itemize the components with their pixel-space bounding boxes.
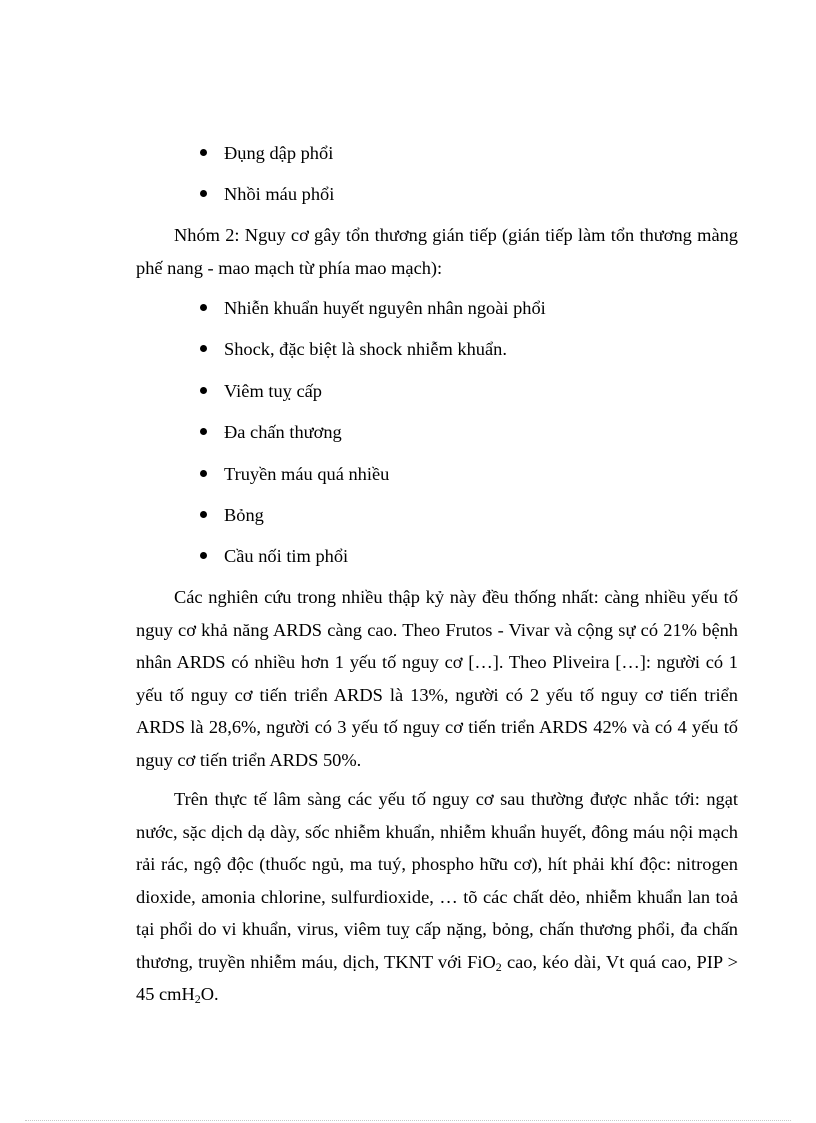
list-item-text: Bỏng [224,504,264,525]
bullet-icon [200,470,207,477]
clinical-risk-paragraph [136,783,738,1011]
h2o-subscript: 2 [194,992,201,1006]
list-item [200,143,334,184]
list-item-text: Viêm tuỵ cấp [224,380,322,401]
direct-injury-list [200,143,334,226]
list-item-text: Truyền máu quá nhiều [224,463,390,484]
list-item [200,464,546,505]
clinical-text-c: O. [200,984,219,1004]
bullet-icon [200,387,207,394]
bullet-icon [200,345,207,352]
list-item [200,381,546,422]
clinical-text-a: Trên thực tế lâm sàng các yếu tố nguy cơ sau thường được nhắc tới: ngạt nước, sặc dịch dạ dày, sốc nhiễm khuẩn, nhiễm khuẩn huyết, đông máu nội mạch rải rác, ngộ độc (thuốc ngủ, ma tuý, phospho hữu cơ), hít phải khí độc: nitrogen dioxide, amonia chlorine, sulfurdioxide, … tõ các chất dẻo, nhiễm khuẩn lan toả tại phổi do vi khuẩn, virus, viêm tuỵ cấp nặng, bỏng, chấn thương phổi, đa chấn thương, truyền nhiễm máu, dịch, TKNT với FiO [136,789,738,972]
bullet-icon [200,304,207,311]
list-item [200,422,546,463]
bullet-icon [200,428,207,435]
list-item [200,298,546,339]
bullet-icon [200,149,207,156]
bullet-icon [200,552,207,559]
list-item-text: Shock, đặc biệt là shock nhiễm khuẩn. [224,339,507,360]
clinical-text-b: cao, kéo dài, Vt quá cao, PIP > 45 cmH [136,951,738,1004]
group2-paragraph: Nhóm 2: Nguy cơ gây tổn thương gián tiếp (gián tiếp làm tổn thương màng phế nang - mao mạch từ phía mao mạch): [136,225,738,278]
list-item [200,505,546,546]
list-item-text: Nhồi máu phổi [224,184,335,205]
list-item-text: Đa chấn thương [224,422,342,443]
list-item [200,339,546,380]
list-item-text: Nhiễn khuẩn huyết nguyên nhân ngoài phổi [224,298,546,318]
research-paragraph: Các nghiên cứu trong nhiều thập kỷ này đều thống nhất: càng nhiều yếu tố nguy cơ khả năng ARDS càng cao. Theo Frutos - Vivar và cộng sự có 21% bệnh nhân ARDS có nhiều hơn 1 yếu tố nguy cơ […]. Theo Pliveira […]: người có 1 yếu tố nguy cơ tiến triển ARDS là 13%, người có 2 yếu tố nguy cơ tiến triển ARDS là 28,6%, người có 3 yếu tố nguy cơ tiến triển ARDS 42% và có 4 yếu tố nguy cơ tiến triển ARDS 50%. [136,587,738,770]
bullet-icon [200,511,207,518]
list-item-text: Cầu nối tim phổi [224,546,349,567]
bullet-icon [200,190,207,197]
indirect-injury-list [200,298,546,588]
fio2-subscript: 2 [495,959,502,974]
list-item-text: Đụng dập phổi [224,143,334,163]
footer-divider [25,1120,791,1121]
